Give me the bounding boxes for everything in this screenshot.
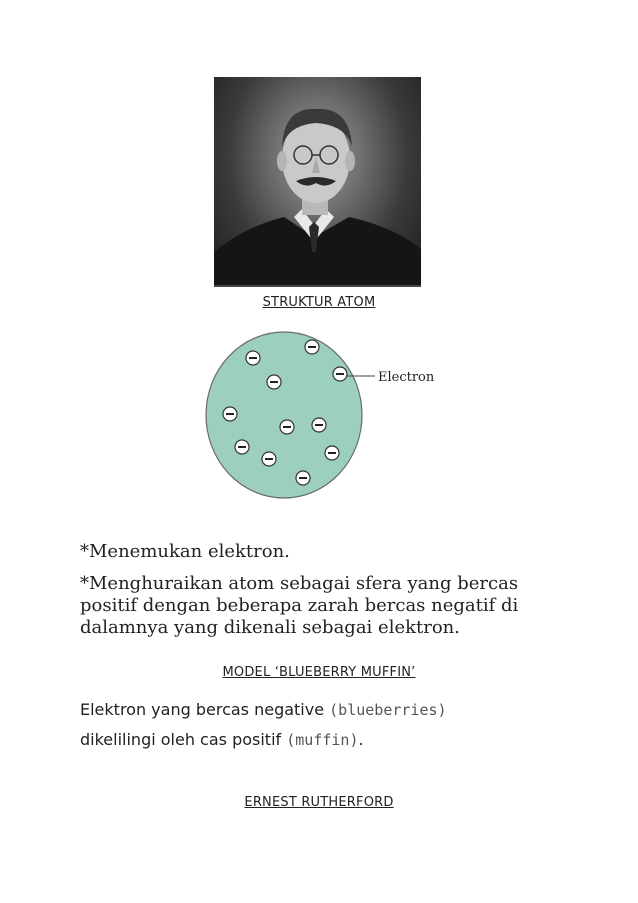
heading-ernest-rutherford: ERNEST RUTHERFORD — [244, 795, 394, 810]
scientist-portrait — [214, 77, 421, 287]
model-line-1 — [80, 700, 600, 720]
electron — [223, 407, 237, 421]
electron — [312, 418, 326, 432]
electron-label: Electron — [378, 370, 435, 385]
model-line-2-end: . — [358, 730, 364, 749]
electron — [246, 351, 260, 365]
plum-pudding-diagram — [200, 330, 440, 500]
model-line-2 — [80, 730, 600, 750]
blueberries-code: (blueberries) — [329, 701, 447, 719]
electron — [235, 440, 249, 454]
electron — [325, 446, 339, 460]
electron — [296, 471, 310, 485]
model-line-1-text: Elektron yang bercas negative — [80, 700, 330, 719]
heading-blueberry-muffin-model: MODEL ‘BLUEBERRY MUFFIN’ — [222, 665, 416, 680]
electron — [333, 367, 347, 381]
model-line-2-text: dikelilingi oleh cas positif — [80, 730, 287, 749]
electron — [305, 340, 319, 354]
electron — [280, 420, 294, 434]
electron — [267, 375, 281, 389]
paragraph-atom-description: *Menghuraikan atom sebagai sfera yang bercas positif dengan beberapa zarah bercas negatif di dalamnya yang dikenali sebagai elektron. — [80, 573, 519, 638]
paragraph-discover-electron: *Menemukan elektron. — [80, 541, 290, 562]
electron — [262, 452, 276, 466]
muffin-code: (muffin) — [286, 731, 359, 749]
heading-struktur-atom: STRUKTUR ATOM — [262, 295, 376, 310]
